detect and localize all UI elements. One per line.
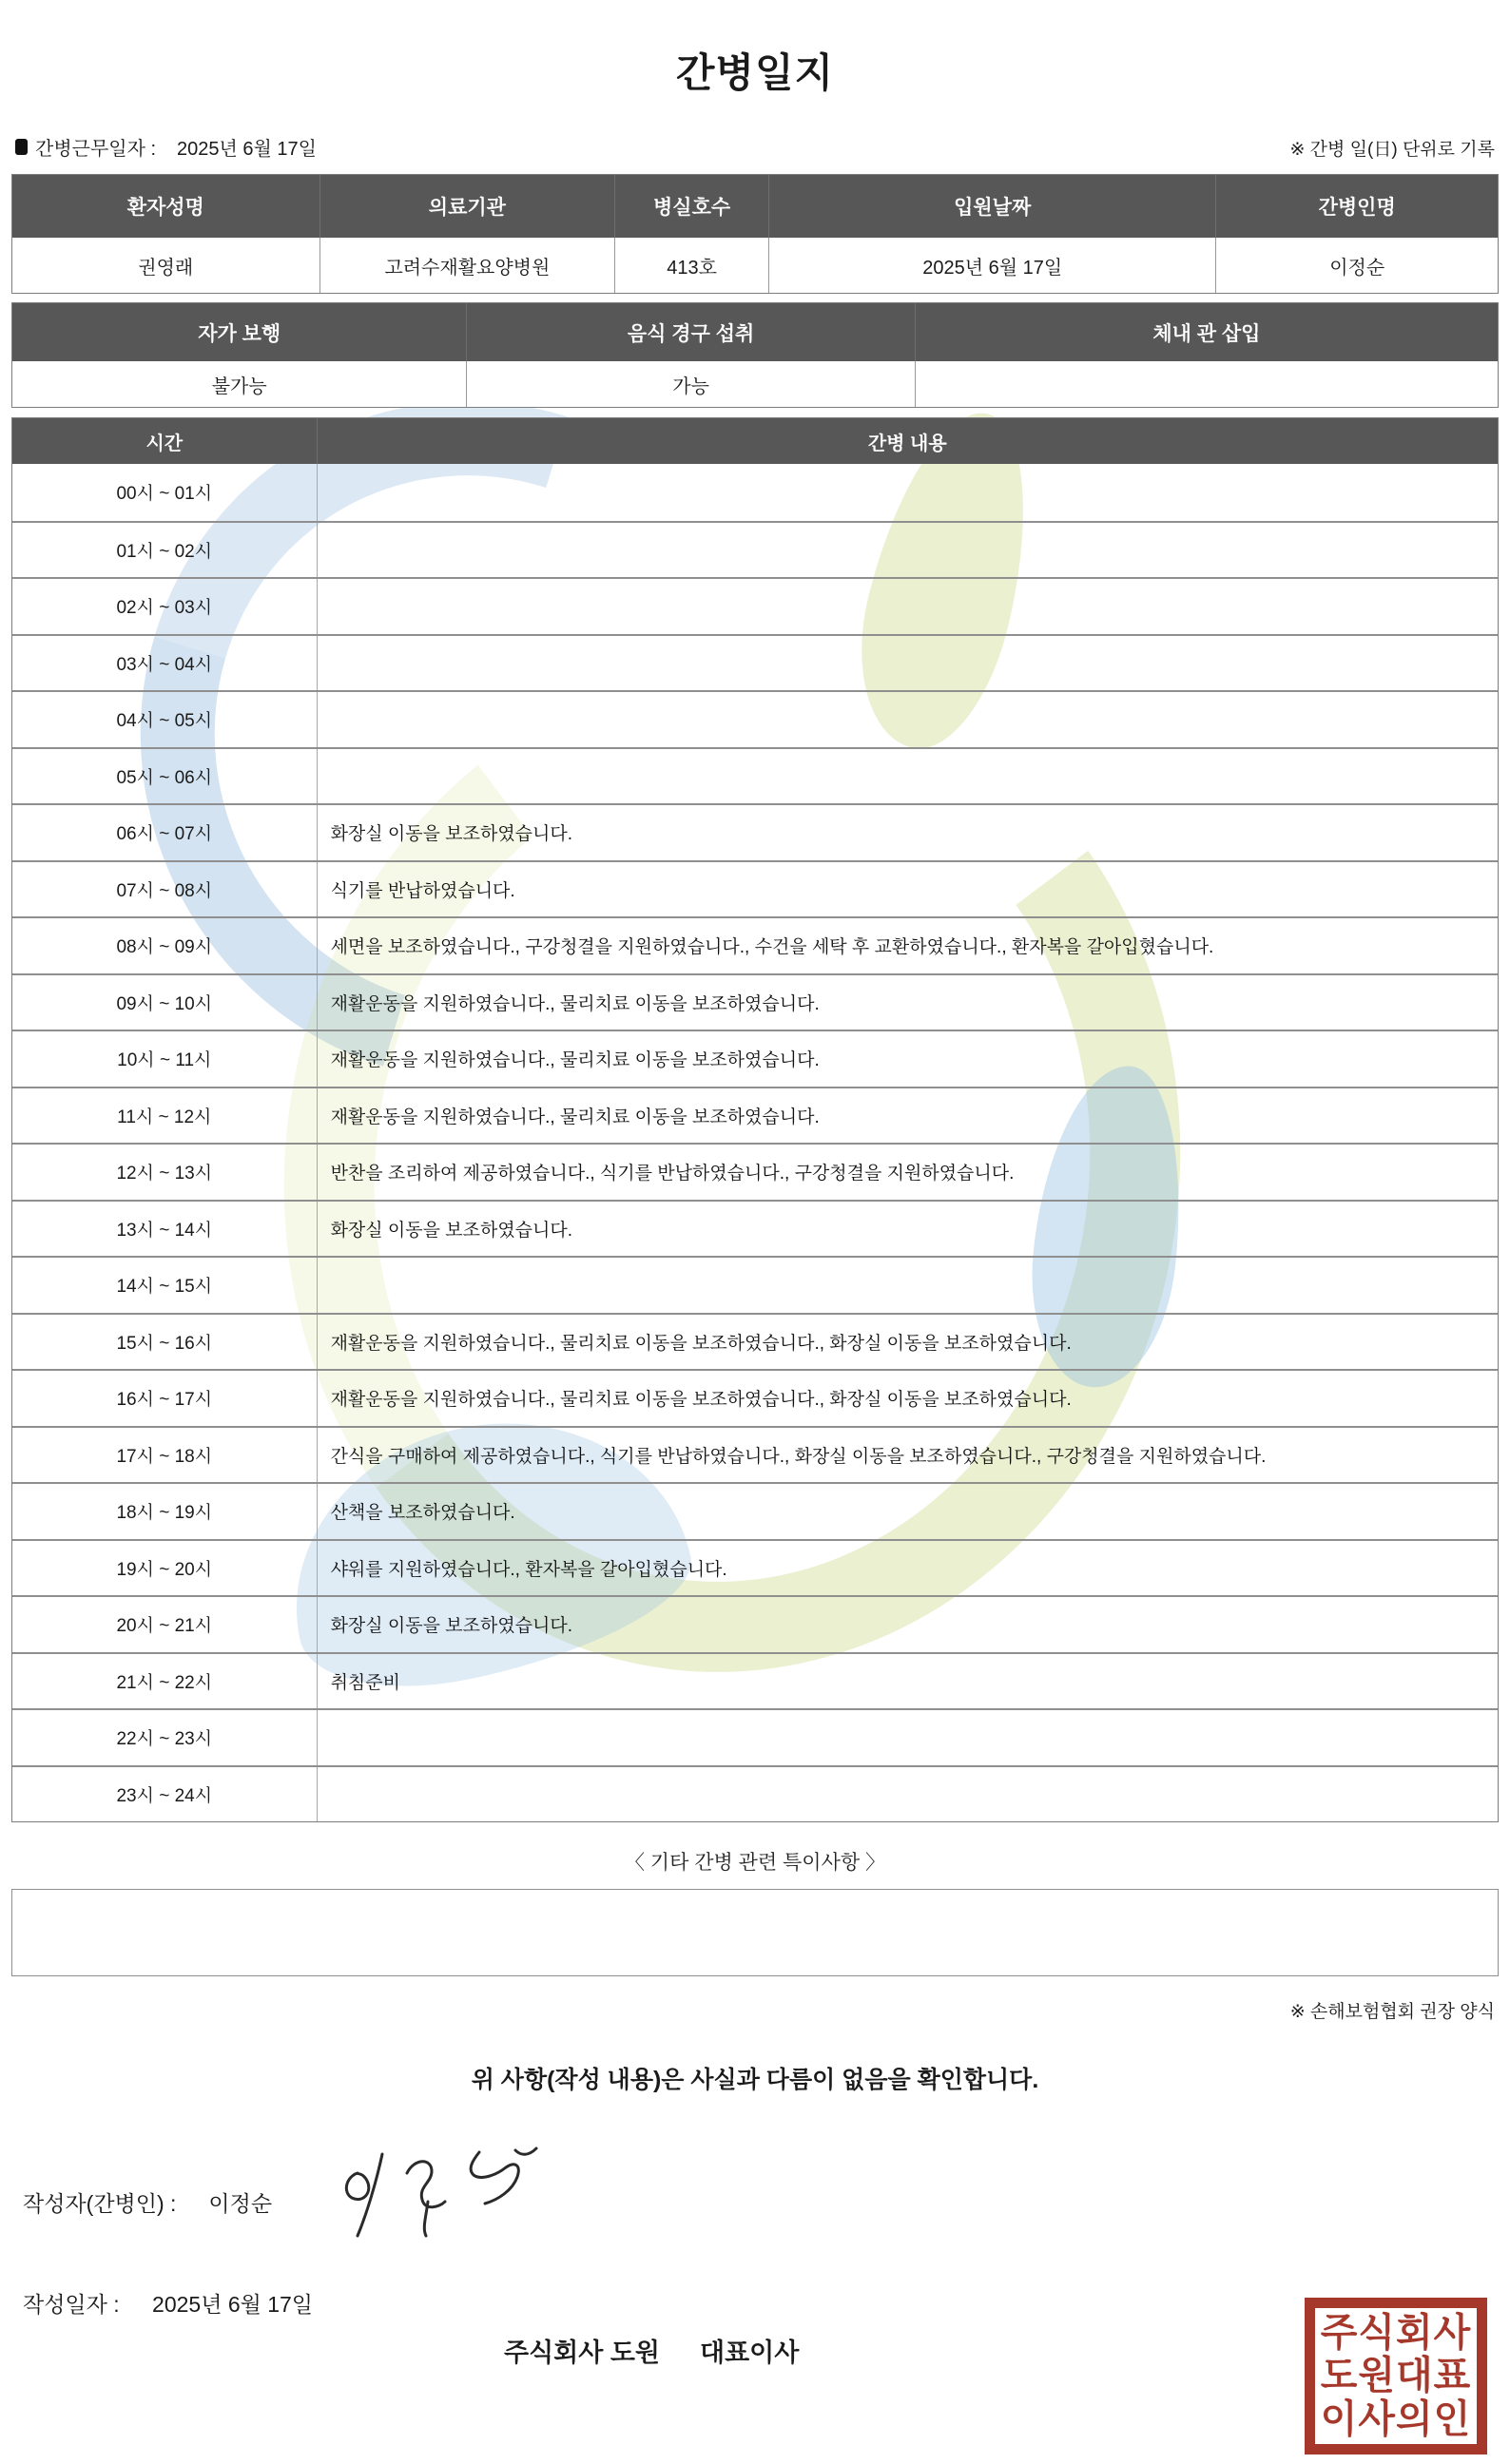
hourly-care-table bbox=[11, 417, 1499, 1822]
time-cell: 16시 ~ 17시 bbox=[12, 1371, 318, 1426]
time-cell: 09시 ~ 10시 bbox=[12, 975, 318, 1030]
header-admission-date: 입원날짜 bbox=[769, 175, 1216, 238]
writer-line bbox=[23, 2158, 1499, 2245]
time-cell: 03시 ~ 04시 bbox=[12, 636, 318, 691]
time-cell: 19시 ~ 20시 bbox=[12, 1541, 318, 1596]
care-content-cell: 샤워를 지원하였습니다., 환자복을 갈아입혔습니다. bbox=[330, 1559, 727, 1580]
seal-text-row: 주식회사 bbox=[1320, 2311, 1472, 2355]
special-notes-title: 〈 기타 간병 관련 특이사항 〉 bbox=[624, 1852, 886, 1874]
condition-table bbox=[11, 302, 1499, 408]
table-row bbox=[12, 1765, 1498, 1822]
time-cell: 00시 ~ 01시 bbox=[12, 464, 318, 521]
value-caregiver-name: 이정순 bbox=[1216, 238, 1498, 293]
care-content-cell: 재활운동을 지원하였습니다., 물리치료 이동을 보조하였습니다. bbox=[330, 993, 820, 1014]
time-cell: 07시 ~ 08시 bbox=[12, 862, 318, 917]
care-content-cell bbox=[318, 1258, 1498, 1313]
time-cell: 14시 ~ 15시 bbox=[12, 1258, 318, 1313]
table-row bbox=[12, 634, 1498, 691]
company-name: 주식회사 도원 bbox=[504, 2339, 660, 2367]
care-content-cell bbox=[318, 1710, 1498, 1765]
header-oral-intake: 음식 경구 섭취 bbox=[467, 303, 915, 361]
table-row bbox=[12, 747, 1498, 804]
time-cell: 18시 ~ 19시 bbox=[12, 1484, 318, 1539]
patient-info-header-row bbox=[12, 175, 1498, 238]
table-row bbox=[12, 1539, 1498, 1596]
care-content-cell: 화장실 이동을 보조하였습니다. bbox=[330, 824, 573, 845]
care-content-cell bbox=[318, 579, 1498, 634]
care-content-cell: 화장실 이동을 보조하였습니다. bbox=[330, 1616, 573, 1637]
time-cell: 15시 ~ 16시 bbox=[12, 1315, 318, 1370]
time-cell: 02시 ~ 03시 bbox=[12, 579, 318, 634]
value-tube-insertion bbox=[916, 361, 1498, 407]
time-cell: 12시 ~ 13시 bbox=[12, 1145, 318, 1200]
unit-note: ※ 간병 일(日) 단위로 기록 bbox=[1289, 140, 1495, 160]
table-row bbox=[12, 1652, 1498, 1709]
time-cell: 11시 ~ 12시 bbox=[12, 1088, 318, 1144]
written-date-value: 2025년 6월 17일 bbox=[152, 2292, 314, 2317]
care-content-cell: 산책을 보조하였습니다. bbox=[330, 1503, 515, 1524]
header-time: 시간 bbox=[12, 418, 318, 464]
work-date-label: 간병근무일자 : bbox=[35, 139, 157, 160]
care-content-cell: 재활운동을 지원하였습니다., 물리치료 이동을 보조하였습니다., 화장실 이동을 보조하였습니다. bbox=[330, 1333, 1072, 1354]
table-row bbox=[12, 1200, 1498, 1257]
care-table-header-row bbox=[12, 418, 1498, 464]
header-medical-org: 의료기관 bbox=[320, 175, 616, 238]
time-cell: 04시 ~ 05시 bbox=[12, 692, 318, 747]
corporate-seal-stamp bbox=[1305, 2298, 1487, 2454]
table-row bbox=[12, 1256, 1498, 1313]
time-cell: 10시 ~ 11시 bbox=[12, 1031, 318, 1087]
table-row bbox=[12, 1482, 1498, 1539]
table-row bbox=[12, 690, 1498, 747]
written-date-label: 작성일자 : bbox=[23, 2292, 120, 2317]
table-row bbox=[12, 1595, 1498, 1652]
writer-name: 이정순 bbox=[208, 2190, 273, 2216]
bullet-square-icon bbox=[15, 139, 28, 155]
value-medical-org: 고려수재활요양병원 bbox=[320, 238, 616, 293]
header-room-number: 병실호수 bbox=[615, 175, 769, 238]
work-date-line bbox=[15, 133, 317, 161]
care-content-cell: 재활운동을 지원하였습니다., 물리치료 이동을 보조하였습니다. bbox=[330, 1107, 820, 1127]
condition-header-row bbox=[12, 303, 1498, 361]
page-title: 간병일지 bbox=[675, 50, 835, 95]
care-content-cell: 세면을 보조하였습니다., 구강청결을 지원하였습니다., 수건을 세탁 후 교환하였습니다., 환자복을 갈아입혔습니다. bbox=[330, 937, 1214, 958]
table-row bbox=[12, 1087, 1498, 1144]
header-caregiver-name: 간병인명 bbox=[1318, 197, 1396, 219]
value-patient-name: 권영래 bbox=[12, 238, 320, 293]
writer-label: 작성자(간병인) : bbox=[23, 2190, 177, 2216]
time-cell: 08시 ~ 09시 bbox=[12, 918, 318, 973]
care-content-cell: 재활운동을 지원하였습니다., 물리치료 이동을 보조하였습니다., 화장실 이동을 보조하였습니다. bbox=[330, 1390, 1072, 1411]
table-row bbox=[12, 1708, 1498, 1765]
table-row bbox=[12, 1426, 1498, 1483]
written-date-line bbox=[23, 2287, 1499, 2319]
care-content-cell bbox=[318, 636, 1498, 691]
care-content-cell: 재활운동을 지원하였습니다., 물리치료 이동을 보조하였습니다. bbox=[330, 1050, 820, 1071]
special-notes-box bbox=[11, 1889, 1499, 1976]
time-cell: 20시 ~ 21시 bbox=[12, 1597, 318, 1652]
time-cell: 22시 ~ 23시 bbox=[12, 1710, 318, 1765]
care-content-cell bbox=[318, 1767, 1498, 1822]
care-content-cell: 반찬을 조리하여 제공하였습니다., 식기를 반납하였습니다., 구강청결을 지원하였습니다. bbox=[330, 1164, 1015, 1184]
value-room-number: 413호 bbox=[615, 238, 769, 293]
table-row bbox=[12, 1313, 1498, 1370]
time-cell: 01시 ~ 02시 bbox=[12, 523, 318, 578]
table-row bbox=[12, 1143, 1498, 1200]
table-row bbox=[12, 1369, 1498, 1426]
care-content-cell: 간식을 구매하여 제공하였습니다., 식기를 반납하였습니다., 화장실 이동을 보조하였습니다., 구강청결을 지원하였습니다. bbox=[330, 1446, 1267, 1467]
table-row bbox=[12, 803, 1498, 860]
table-row bbox=[12, 916, 1498, 973]
meta-row bbox=[11, 133, 1499, 161]
care-content-cell: 화장실 이동을 보조하였습니다. bbox=[330, 1220, 573, 1241]
table-row bbox=[12, 577, 1498, 634]
patient-info-table bbox=[11, 174, 1499, 294]
patient-info-value-row bbox=[12, 238, 1498, 293]
care-content-cell: 취침준비 bbox=[330, 1672, 400, 1693]
care-content-cell: 식기를 반납하였습니다. bbox=[330, 880, 515, 901]
time-cell: 17시 ~ 18시 bbox=[12, 1428, 318, 1483]
seal-text-row: 도원대표 bbox=[1320, 2355, 1472, 2397]
care-content-cell bbox=[318, 464, 1498, 521]
table-row bbox=[12, 860, 1498, 917]
recommended-form-note: ※ 손해보험협회 권장 양식 bbox=[1289, 2002, 1495, 2022]
time-cell: 13시 ~ 14시 bbox=[12, 1202, 318, 1257]
header-patient-name: 환자성명 bbox=[12, 175, 320, 238]
table-row bbox=[12, 973, 1498, 1030]
care-content-cell bbox=[318, 749, 1498, 804]
company-block bbox=[0, 2305, 1510, 2464]
value-admission-date: 2025년 6월 17일 bbox=[769, 238, 1216, 293]
time-cell: 23시 ~ 24시 bbox=[12, 1767, 318, 1822]
company-line bbox=[504, 2311, 1472, 2441]
time-cell: 21시 ~ 22시 bbox=[12, 1654, 318, 1709]
table-row bbox=[12, 1030, 1498, 1087]
header-tube-insertion: 체내 관 삽입 bbox=[1152, 322, 1261, 345]
value-oral-intake: 가능 bbox=[467, 361, 915, 407]
seal-text-row: 이사의인 bbox=[1320, 2397, 1472, 2441]
care-content-cell bbox=[318, 523, 1498, 578]
table-row bbox=[12, 464, 1498, 521]
header-care-content: 간병 내용 bbox=[867, 433, 947, 454]
ceo-title: 대표이사 bbox=[700, 2339, 800, 2367]
writer-signature bbox=[329, 2141, 548, 2245]
confirmation-statement: 위 사항(작성 내용)은 사실과 다름이 없음을 확인합니다. bbox=[471, 2067, 1039, 2093]
value-self-walking: 불가능 bbox=[12, 361, 467, 407]
time-cell: 05시 ~ 06시 bbox=[12, 749, 318, 804]
condition-value-row bbox=[12, 361, 1498, 407]
table-row bbox=[12, 521, 1498, 578]
header-self-walking: 자가 보행 bbox=[12, 303, 467, 361]
work-date-value: 2025년 6월 17일 bbox=[177, 139, 317, 160]
time-cell: 06시 ~ 07시 bbox=[12, 805, 318, 860]
care-content-cell bbox=[318, 692, 1498, 747]
